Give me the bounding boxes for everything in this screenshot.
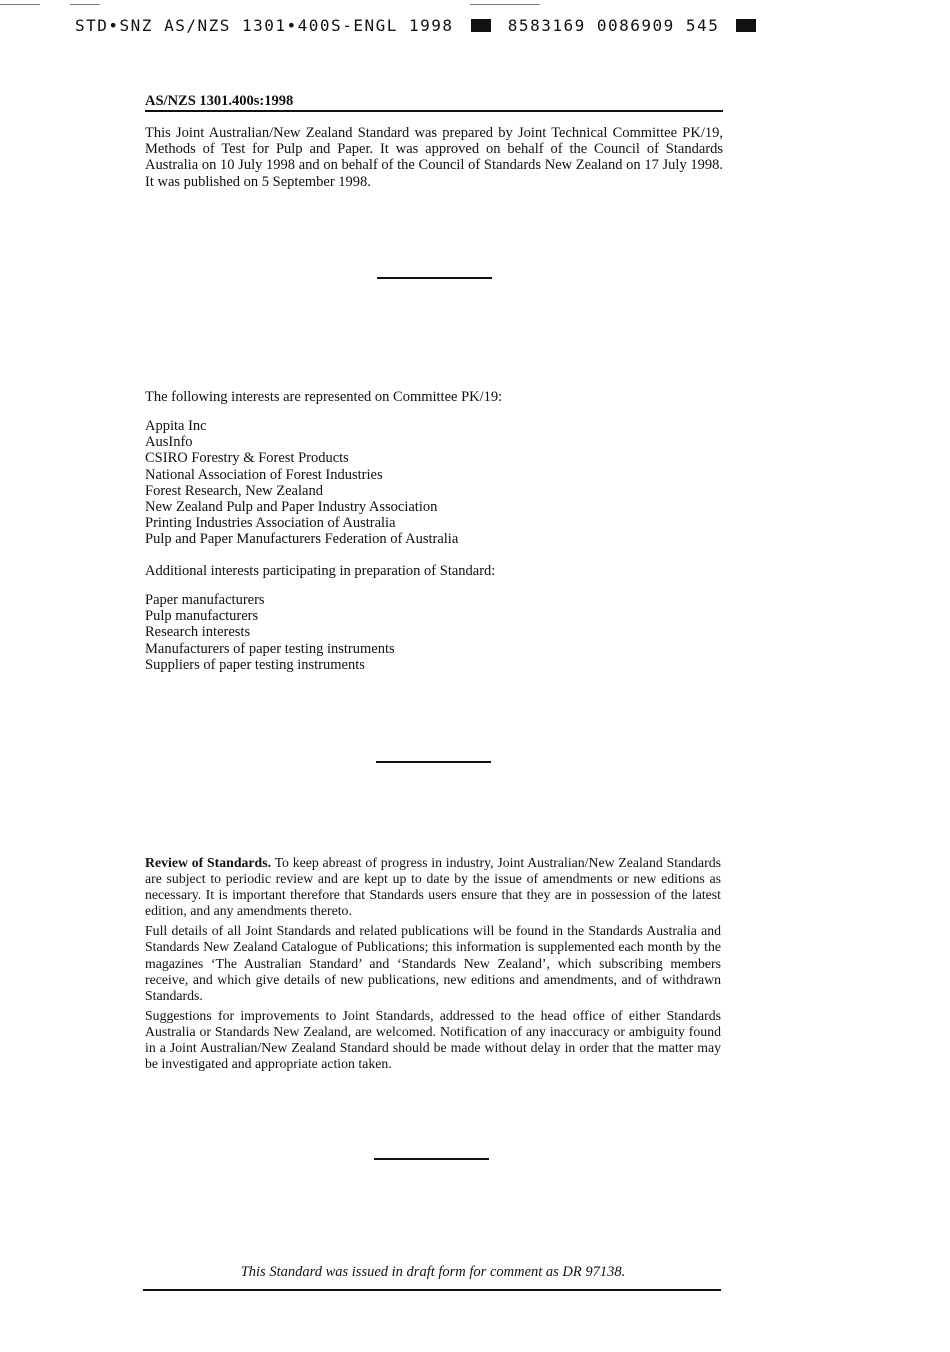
list-item: Printing Industries Association of Australia	[145, 515, 396, 532]
list-item: Pulp and Paper Manufacturers Federation of Australia	[145, 531, 459, 548]
scan-artifact	[0, 4, 40, 5]
scan-artifact	[470, 4, 540, 5]
review-heading: Review of Standards.	[145, 855, 272, 870]
list-item: Appita Inc	[145, 418, 207, 434]
header-stamp-middle: 8583169 0086909 545	[507, 16, 720, 35]
header-stamp-left: STD•SNZ AS/NZS 1301•400S-ENGL 1998	[75, 16, 454, 35]
list-item: Pulp manufacturers	[145, 608, 259, 625]
black-block-icon	[736, 19, 756, 32]
section-divider	[377, 277, 492, 279]
header-rule	[145, 110, 723, 112]
list-item: Suppliers of paper testing instruments	[145, 656, 365, 673]
list-item: Manufacturers of paper testing instruments	[145, 640, 395, 657]
header-stamp	[75, 16, 762, 35]
black-block-icon	[471, 19, 491, 32]
review-paragraph: Suggestions for improvements to Joint Standards, addressed to the head office of either Standards Australia or Standards New Zealand, are welcomed. Notification of any inaccuracy or ambiguity found in a Joint Australian/New Zealand Standard should be made without delay in order that the matter may be investigated and appropriate action taken.	[145, 1007, 721, 1072]
preparation-statement: This Joint Australian/New Zealand Standard was prepared by Joint Technical Committee PK/19, Methods of Test for Pulp and Paper. It was approved on behalf of the Council of Standards Australia on 10 July 1998 and on behalf of the Council of Standards New Zealand on 17 July 1998. It was published on 5 September 1998.	[145, 125, 723, 190]
review-of-standards	[145, 855, 721, 1076]
list-item: Research interests	[145, 624, 251, 641]
additional-intro: Additional interests participating in preparation of Standard:	[145, 563, 496, 579]
draft-note: This Standard was issued in draft form for comment as DR 97138.	[240, 1264, 626, 1280]
review-text: To keep abreast of progress in industry, Joint Australian/New Zealand Standards are subject to periodic review and are kept up to date by the issue of amendments or new editions as necessary. It is important therefore that Standards users ensure that they are in possession of the latest edition, and any amendments thereto.	[145, 855, 721, 919]
scan-artifact	[70, 4, 100, 5]
list-item: New Zealand Pulp and Paper Industry Association	[145, 499, 438, 516]
footer-rule	[143, 1289, 721, 1291]
section-divider	[374, 1158, 489, 1160]
review-paragraph: Full details of all Joint Standards and related publications will be found in the Standards Australia and Standards New Zealand Catalogue of Publications; this information is supplemented each month by the magazines ‘The Australian Standard’ and ‘Standards New Zealand’, which subscribing members receive, and which give details of new publications, new editions and amendments, and of withdrawn Standards.	[145, 923, 721, 1003]
committee-member-list	[145, 418, 458, 548]
review-paragraph	[145, 855, 721, 919]
standard-code: AS/NZS 1301.400s:1998	[145, 93, 294, 109]
additional-interest-list	[145, 592, 395, 673]
list-item: Paper manufacturers	[145, 592, 265, 608]
list-item: National Association of Forest Industries	[145, 466, 383, 483]
section-divider	[376, 761, 491, 763]
committee-intro: The following interests are represented on Committee PK/19:	[145, 389, 503, 405]
list-item: AusInfo	[145, 434, 193, 451]
list-item: CSIRO Forestry & Forest Products	[145, 450, 349, 467]
list-item: Forest Research, New Zealand	[145, 482, 323, 499]
